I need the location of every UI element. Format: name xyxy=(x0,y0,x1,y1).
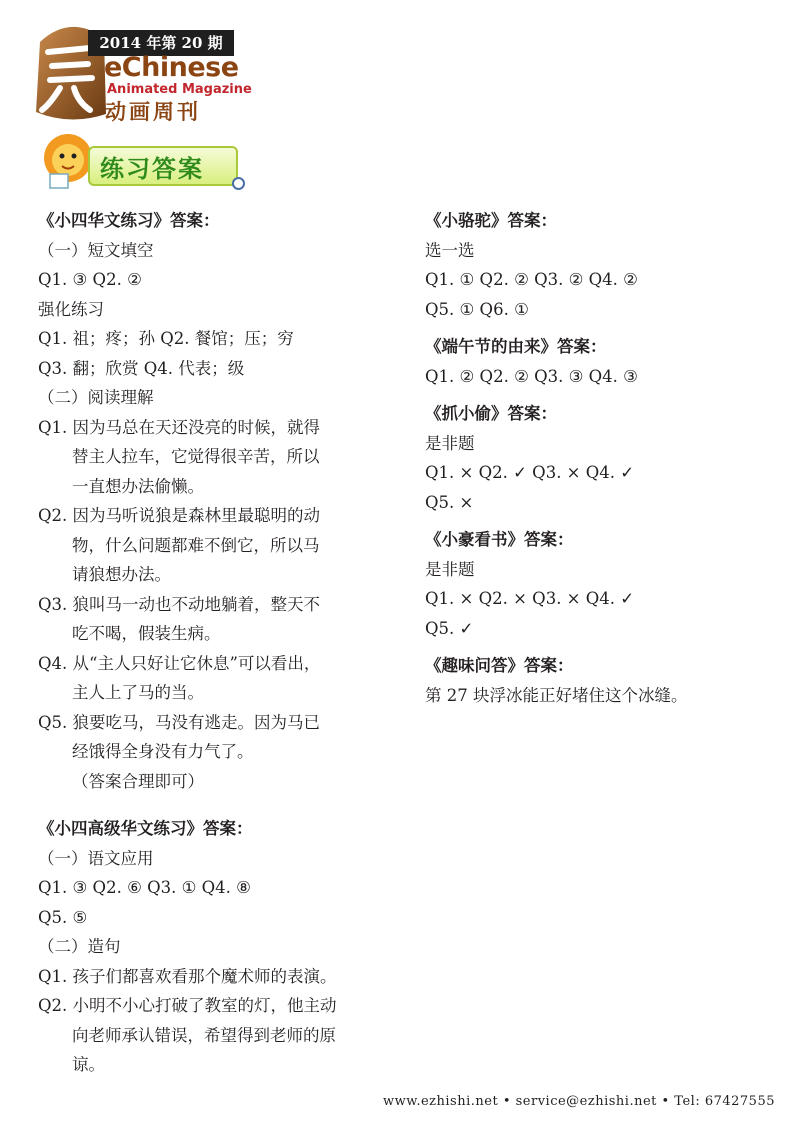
answer-line: Q1. × Q2. × Q3. × Q4. ✓ xyxy=(425,589,635,608)
part-heading: 是非题 xyxy=(425,559,475,579)
banner-dot-icon xyxy=(232,177,245,190)
part-heading: 是非题 xyxy=(425,433,475,453)
answer-line: Q1. ③ Q2. ⑥ Q3. ① Q4. ⑧ xyxy=(38,878,251,897)
section-banner xyxy=(88,146,238,186)
answer-line: Q5. ✓ xyxy=(425,618,474,638)
answer-line: Q1. 因为马总在天还没亮的时候，就得 xyxy=(38,417,321,437)
answer-line: Q2. 因为马听说狼是森林里最聪明的动 xyxy=(38,506,321,525)
answer-line: Q1. 祖；疼；孙 Q2. 餐馆；压；穷 xyxy=(38,329,294,348)
part-heading: 强化练习 xyxy=(38,299,104,319)
answer-line: 一直想办法偷懒。 xyxy=(72,476,204,496)
answer-line: Q5. 狼要吃马，马没有逃走。因为马已 xyxy=(38,712,321,732)
issue-badge: 2014 年第 20 期 xyxy=(88,30,234,56)
answer-line: 向老师承认错误，希望得到老师的原 xyxy=(72,1025,336,1045)
brand-chinese-name: 动画周刊 xyxy=(105,100,201,124)
answer-line: Q1. 孩子们都喜欢看那个魔术师的表演。 xyxy=(38,966,337,986)
answer-line: Q1. ② Q2. ② Q3. ③ Q4. ③ xyxy=(425,366,638,386)
answer-line: Q3. 翻；欣赏 Q4. 代表；级 xyxy=(38,358,245,378)
answer-line: 经饿得全身没有力气了。 xyxy=(72,742,254,761)
answer-line: Q4. 从“主人只好让它休息”可以看出， xyxy=(38,653,321,673)
banner-title: 练习答案 xyxy=(100,155,204,183)
answer-line: Q5. ⑤ xyxy=(38,907,88,927)
answer-line: 谅。 xyxy=(72,1055,105,1074)
answer-line: 替主人拉车，它觉得很辛苦，所以 xyxy=(72,447,320,466)
section-title-r1: 《小骆驼》答案： xyxy=(425,211,557,230)
section-title-r5: 《趣味问答》答案： xyxy=(425,656,574,675)
section-title-r2: 《端午节的由来》答案： xyxy=(425,337,607,356)
answer-line: Q5. ① Q6. ① xyxy=(425,299,529,319)
answer-line: Q3. 狼叫马一动也不动地躺着，整天不 xyxy=(38,594,321,614)
answer-line: 吃不喝，假装生病。 xyxy=(72,624,221,643)
answer-line: 主人上了马的当。 xyxy=(72,683,204,702)
answer-line: 第 27 块浮冰能正好堵住这个冰缝。 xyxy=(425,685,688,705)
section-title-r3: 《抓小偷》答案： xyxy=(425,404,557,423)
brand-subtitle: Animated Magazine xyxy=(107,82,252,97)
answer-line: 请狼想办法。 xyxy=(72,565,171,584)
part-heading: （二）阅读理解 xyxy=(38,388,154,407)
section-title-s1: 《小四华文练习》答案： xyxy=(38,211,220,230)
part-heading: 选一选 xyxy=(425,240,475,260)
part-heading: （一）短文填空 xyxy=(38,240,154,260)
left-column xyxy=(38,206,388,1080)
answer-line: 物，什么问题都难不倒它，所以马 xyxy=(72,535,320,555)
answer-line: Q2. 小明不小心打破了教室的灯，他主动 xyxy=(38,996,337,1015)
answer-line: Q1. ① Q2. ② Q3. ② Q4. ② xyxy=(425,270,638,289)
section-title-r4: 《小豪看书》答案： xyxy=(425,530,574,549)
part-heading: （一）语文应用 xyxy=(38,848,154,868)
section-title-s2: 《小四高级华文练习》答案： xyxy=(38,819,253,838)
answer-note: （答案合理即可） xyxy=(72,771,204,791)
brand-name: eChinese xyxy=(104,52,239,83)
answer-line: Q5. × xyxy=(425,492,474,512)
part-heading: （二）造句 xyxy=(38,937,121,956)
answer-line: Q1. ③ Q2. ② xyxy=(38,270,142,289)
answer-line: Q1. × Q2. ✓ Q3. × Q4. ✓ xyxy=(425,463,635,482)
footer-contact: www.ezhishi.net • service@ezhishi.net • Tel: 67427555 xyxy=(383,1094,775,1109)
right-column xyxy=(425,206,785,710)
